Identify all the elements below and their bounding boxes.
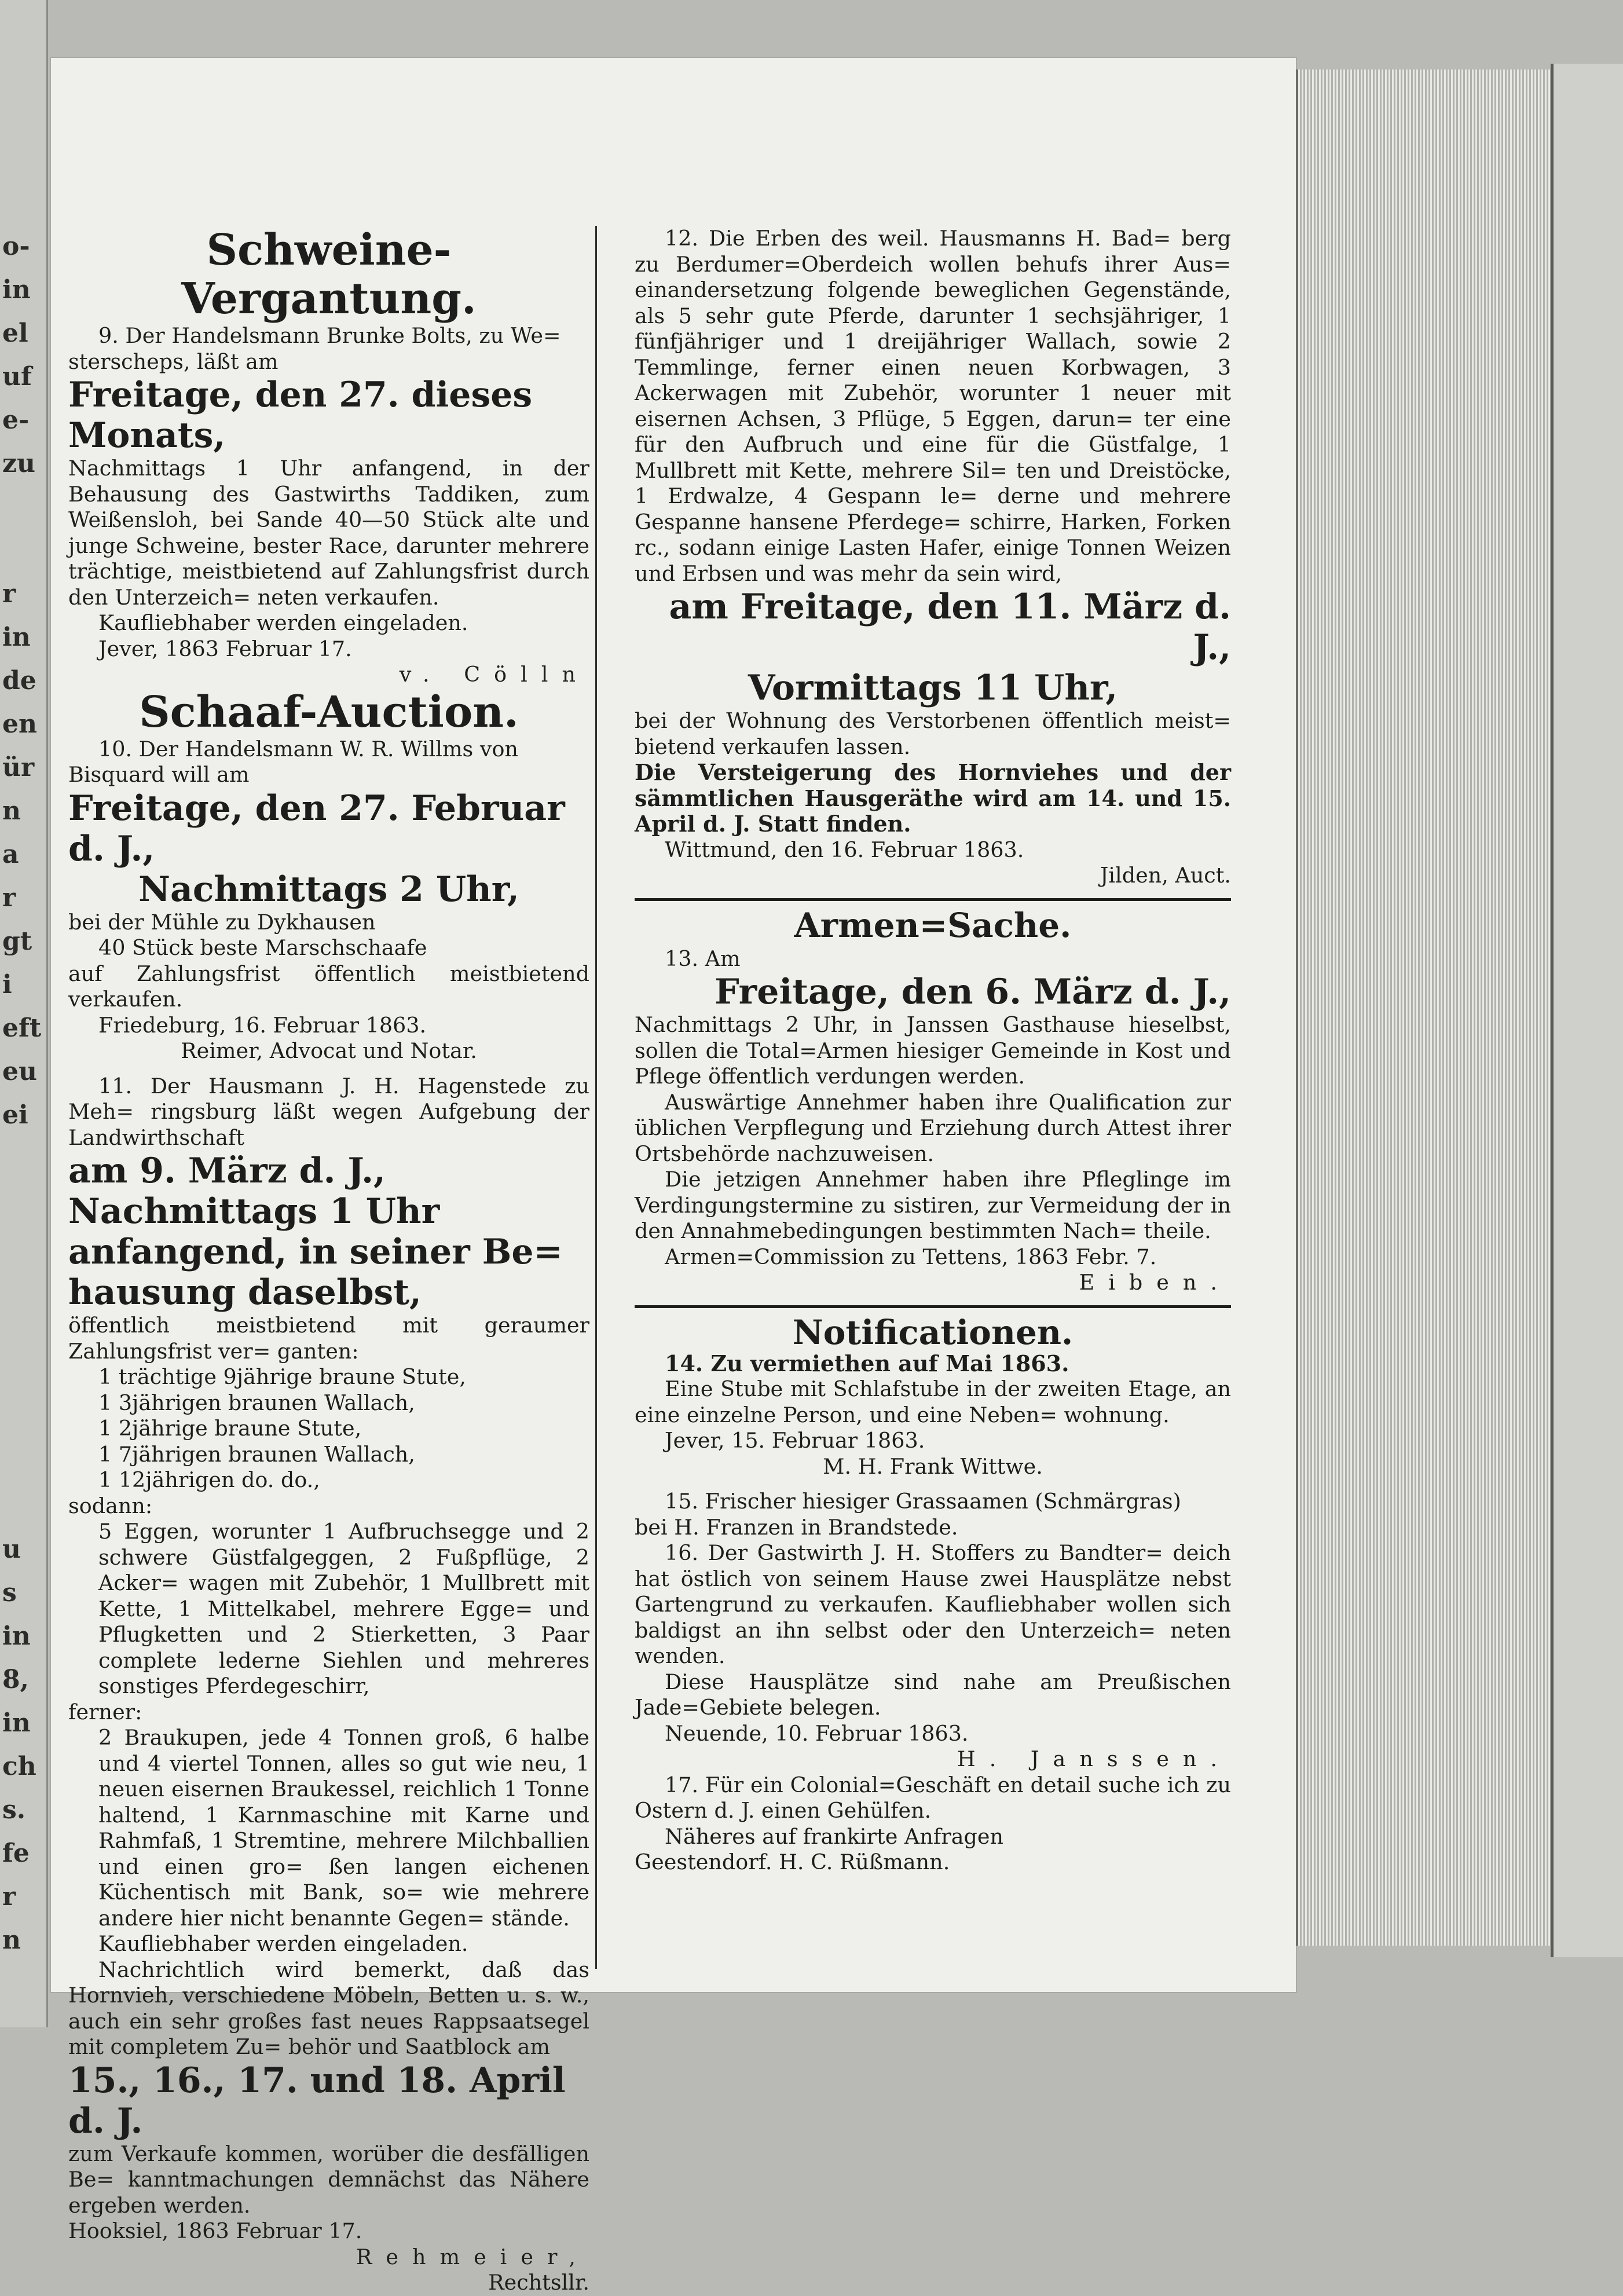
previous-page-fragment: r bbox=[2, 1882, 16, 1911]
section-divider bbox=[635, 898, 1231, 901]
previous-page-fragment: in bbox=[2, 622, 31, 652]
previous-page-fragment: de bbox=[2, 666, 36, 695]
previous-page-fragment: ch bbox=[2, 1752, 36, 1781]
previous-page-fragment: zu bbox=[2, 449, 35, 478]
farm-signature: Rehmeier, bbox=[356, 2244, 589, 2269]
previous-page-fragment: in bbox=[2, 1621, 31, 1651]
horse-list bbox=[68, 1364, 589, 1493]
section-divider bbox=[635, 1305, 1231, 1308]
poor-relief-body: Nachmittags 2 Uhr, in Janssen Gasthause hieselbst, sollen die Total=Armen hiesiger Gemeinde in Kost und Pflege öffentlich verdungen werden. bbox=[635, 1012, 1231, 1089]
farm-place-date: Hooksiel, 1863 Februar 17. bbox=[68, 2218, 362, 2243]
book-page-stack bbox=[1296, 69, 1553, 1946]
previous-page-fragment: fe bbox=[2, 1839, 30, 1868]
previous-page-fragment: n bbox=[2, 1925, 21, 1955]
poor-relief-line1: 13. Am bbox=[665, 946, 741, 971]
notice-16-p2: Diese Hausplätze sind nahe am Preußischen Jade=Gebiete belegen. bbox=[635, 1669, 1231, 1720]
notice-14-place: Jever, 15. Februar 1863. bbox=[665, 1428, 925, 1453]
swine-notice-line2: sterscheps, läßt am bbox=[68, 349, 279, 374]
sheep-location: bei der Mühle zu Dykhausen bbox=[68, 909, 376, 935]
previous-page-fragment: u bbox=[2, 1535, 21, 1564]
sheep-notice-line2: Bisquard will am bbox=[68, 762, 250, 787]
notice-17-p2: Näheres auf frankirte Anfragen bbox=[665, 1823, 1003, 1849]
notice-14-heading: 14. Zu vermiethen auf Mai 1863. bbox=[665, 1350, 1069, 1376]
estate-signature: Jilden, Auct. bbox=[1100, 863, 1231, 888]
poor-relief-p3: Die jetzigen Annehmer haben ihre Pfleglinge im Verdingungstermine zu sistiren, zur Vermeidung der in den Annahmebedingungen bestimmten Nach= theile. bbox=[635, 1167, 1231, 1243]
notice-15-line2: bei H. Franzen in Brandstede. bbox=[635, 1514, 958, 1540]
farm-note: Nachrichtlich wird bemerkt, daß das Hornvieh, verschiedene Möbeln, Betten u. s. w., auch ein sehr großes fast neues Rappsaatsegel mit completem Zu= behör und Saatblock am bbox=[68, 1957, 589, 2059]
farm-auction-intro: 11. Der Hausmann J. H. Hagenstede zu Meh= ringsburg läßt wegen Aufgebung der Landwirthschaft bbox=[68, 1073, 589, 1150]
farm-signature-title: Rechtsllr. bbox=[488, 2270, 589, 2295]
estate-auction-date: am Freitage, den 11. März d. J., bbox=[669, 587, 1231, 668]
swine-signature: v. Cölln bbox=[399, 662, 589, 687]
previous-page-fragment: r bbox=[2, 579, 16, 609]
poor-relief-place: Armen=Commission zu Tettens, 1863 Febr. 7. bbox=[665, 1244, 1157, 1269]
farm-invite: Kaufliebhaber werden eingeladen. bbox=[98, 1931, 468, 1956]
poor-relief-title: Armen=Sache. bbox=[794, 905, 1072, 945]
previous-page-fragment: in bbox=[2, 275, 31, 305]
list-item: 1 12jährigen do. do., bbox=[98, 1467, 320, 1492]
notice-16-signature: H. Janssen. bbox=[957, 1746, 1231, 1771]
notice-17-signature: Geestendorf. H. C. Rüßmann. bbox=[635, 1850, 950, 1874]
previous-page-fragment: uf bbox=[2, 362, 32, 391]
ferner-label: ferner: bbox=[68, 1699, 142, 1724]
previous-page-fragment: n bbox=[2, 796, 21, 826]
previous-page-fragment: a bbox=[2, 840, 19, 869]
previous-page-fragment: in bbox=[2, 1708, 31, 1738]
equipment-list: 5 Eggen, worunter 1 Aufbruchsegge und 2 schwere Güstfalgeggen, 2 Fußpflüge, 2 Acker= wagen mit Zubehör, 1 Mullbrett mit Kette, 1 Mittelkabel, mehrere Egge= und Pflugketten und 2 Stierketten, 3 Paar complete lederne Siehlen und mehreres sonstiges Pferdegeschirr, bbox=[98, 1519, 589, 1698]
sheep-auction-date: Freitage, den 27. Februar d. J., bbox=[68, 788, 565, 869]
sheep-place-date: Friedeburg, 16. Februar 1863. bbox=[98, 1012, 427, 1038]
farm-note-tail: zum Verkaufe kommen, worüber die desfälligen Be= kanntmachungen demnächst das Nähere ergeben werden. bbox=[68, 2141, 589, 2218]
sodann-label: sodann: bbox=[68, 1493, 153, 1518]
poor-relief-date: Freitage, den 6. März d. J., bbox=[715, 972, 1231, 1012]
newspaper-page bbox=[51, 58, 1296, 2295]
estate-place-date: Wittmund, den 16. Februar 1863. bbox=[665, 837, 1024, 862]
poor-relief-signature: Eiben. bbox=[1079, 1270, 1231, 1295]
swine-invite: Kaufliebhaber werden eingeladen. bbox=[98, 610, 468, 635]
sheep-auction-title: Schaaf-Auction. bbox=[139, 687, 519, 737]
estate-auction-body: 12. Die Erben des weil. Hausmanns H. Bad= berg zu Berdumer=Oberdeich wollen behufs ihrer Aus= einandersetzung folgende beweglichen Gegenstände, als 5 sehr gute Pferde, darunter 1 sechsjähriger, 1 fünfjähriger und 1 dreijähriger Wallach, sowie 2 Temmlinge, ferner einen neuen Korbwagen, 3 Ackerwagen mit Zubehör, worunter 1 neuer mit eisernen Achsen, 3 Pflüge, 5 Eggen, darun= ter eine für den Aufbruch und eine für die Güstfalge, 1 Mullbrett mit Kette, mehrere Sil= ten und Dreistöcke, 1 Erdwalze, 4 Gespann le= derne und mehrere Gespanne hansene Pferdege= schirre, Harken, Forken rc., sodann einige Lasten Hafer, einige Tonnen Weizen und Erbsen und was mehr da sein wird, bbox=[635, 226, 1231, 586]
book-cover-edge bbox=[1551, 64, 1623, 1957]
previous-page-fragment: i bbox=[2, 970, 12, 999]
notice-15-line1: 15. Frischer hiesiger Grassaamen (Schmärgras) bbox=[665, 1489, 1181, 1514]
sheep-auction-time: Nachmittags 2 Uhr, bbox=[138, 869, 519, 910]
poor-relief-p2: Auswärtige Annehmer haben ihre Qualification zur üblichen Verpflegung und Erziehung durch Attest ihrer Ortsbehörde nachzuweisen. bbox=[635, 1089, 1231, 1166]
swine-notice-line1: 9. Der Handelsmann Brunke Bolts, zu We= bbox=[98, 323, 561, 348]
swine-auction-title: Schweine-Vergantung. bbox=[181, 225, 477, 324]
previous-page-fragment: 8, bbox=[2, 1665, 29, 1694]
list-item: 1 7jährigen braunen Wallach, bbox=[98, 1441, 415, 1467]
notice-17-body: 17. Für ein Colonial=Geschäft en detail suche ich zu Ostern d. J. einen Gehülfen. bbox=[635, 1772, 1231, 1823]
list-item: 1 trächtige 9jährige braune Stute, bbox=[98, 1364, 466, 1389]
previous-page-fragment: ei bbox=[2, 1100, 28, 1130]
previous-page-fragment: eft bbox=[2, 1013, 42, 1043]
notice-16-body: 16. Der Gastwirth J. H. Stoffers zu Bandter= deich hat östlich von seinem Hause zwei Hausplätze nebst Gartengrund zu verkaufen. Kaufliebhaber wollen sich baldigst an ihn selbst oder den Unterzeich= neten wenden. bbox=[635, 1540, 1231, 1668]
sheep-notice-line1: 10. Der Handelsmann W. R. Willms von bbox=[98, 736, 518, 761]
notice-16-place: Neuende, 10. Februar 1863. bbox=[665, 1720, 969, 1746]
previous-page-fragment: s bbox=[2, 1578, 17, 1607]
sheep-signature: Reimer, Advocat und Notar. bbox=[181, 1038, 477, 1063]
previous-page-fragment: o- bbox=[2, 232, 30, 261]
sheep-goods: 40 Stück beste Marschschaafe bbox=[98, 935, 427, 960]
list-item: 1 2jährige braune Stute, bbox=[98, 1416, 362, 1441]
estate-auction-time: Vormittags 11 Uhr, bbox=[748, 668, 1118, 708]
column-divider bbox=[595, 226, 597, 1969]
previous-page-fragment: eu bbox=[2, 1057, 37, 1086]
estate-auction-note: Die Versteigerung des Hornviehes und der sämmtlichen Hausgeräthe wird am 14. und 15. April d. J. Statt finden. bbox=[635, 759, 1231, 837]
farm-auction-date: am 9. März d. J., Nachmittags 1 Uhr anfangend, in seiner Be= hausung daselbst, bbox=[68, 1151, 563, 1313]
previous-page-fragment: en bbox=[2, 709, 37, 739]
april-dates: 15., 16., 17. und 18. April d. J. bbox=[68, 2060, 566, 2141]
previous-page-fragment: s. bbox=[2, 1795, 26, 1825]
notice-14-body: Eine Stube mit Schlafstube in der zweiten Etage, an eine einzelne Person, und eine Neben= wohnung. bbox=[635, 1376, 1231, 1427]
previous-page-fragment: gt bbox=[2, 927, 32, 956]
household-list: 2 Braukupen, jede 4 Tonnen groß, 6 halbe und 4 viertel Tonnen, alles so gut wie neu, 1 neuen eisernen Braukessel, reichlich 1 Tonne haltend, 1 Karnmaschine mit Karne und Rahmfaß, 1 Stremtine, mehrere Milchballien und einen gro= ßen langen eichenen Küchentisch mit Bank, so= wie mehrere andere hier nicht benannte Gegen= stände. bbox=[98, 1725, 589, 1931]
right-column bbox=[635, 226, 1231, 1876]
notifications-title: Notificationen. bbox=[792, 1312, 1074, 1352]
previous-page-fragment: e- bbox=[2, 405, 30, 435]
swine-place-date: Jever, 1863 Februar 17. bbox=[98, 636, 352, 661]
swine-auction-date: Freitage, den 27. dieses Monats, bbox=[68, 375, 533, 456]
swine-notice-body: Nachmittags 1 Uhr anfangend, in der Behausung des Gastwirths Taddiken, zum Weißensloh, bei Sande 40—50 Stück alte und junge Schweine, bester Race, darunter mehrere trächtige, meistbietend auf Zahlungsfrist durch den Unterzeich= neten verkaufen. bbox=[68, 456, 589, 610]
estate-auction-location: bei der Wohnung des Verstorbenen öffentlich meist= bietend verkaufen lassen. bbox=[635, 708, 1231, 759]
previous-page-fragment: ür bbox=[2, 753, 35, 782]
previous-page-fragment: r bbox=[2, 883, 16, 913]
farm-auction-terms: öffentlich meistbietend mit geraumer Zahlungsfrist ver= ganten: bbox=[68, 1313, 589, 1364]
sheep-terms: auf Zahlungsfrist öffentlich meistbietend verkaufen. bbox=[68, 961, 589, 1012]
list-item: 1 3jährigen braunen Wallach, bbox=[98, 1390, 415, 1415]
left-column bbox=[68, 226, 589, 2296]
previous-page-fragment: el bbox=[2, 318, 28, 348]
notice-14-signature: M. H. Frank Wittwe. bbox=[823, 1453, 1043, 1479]
